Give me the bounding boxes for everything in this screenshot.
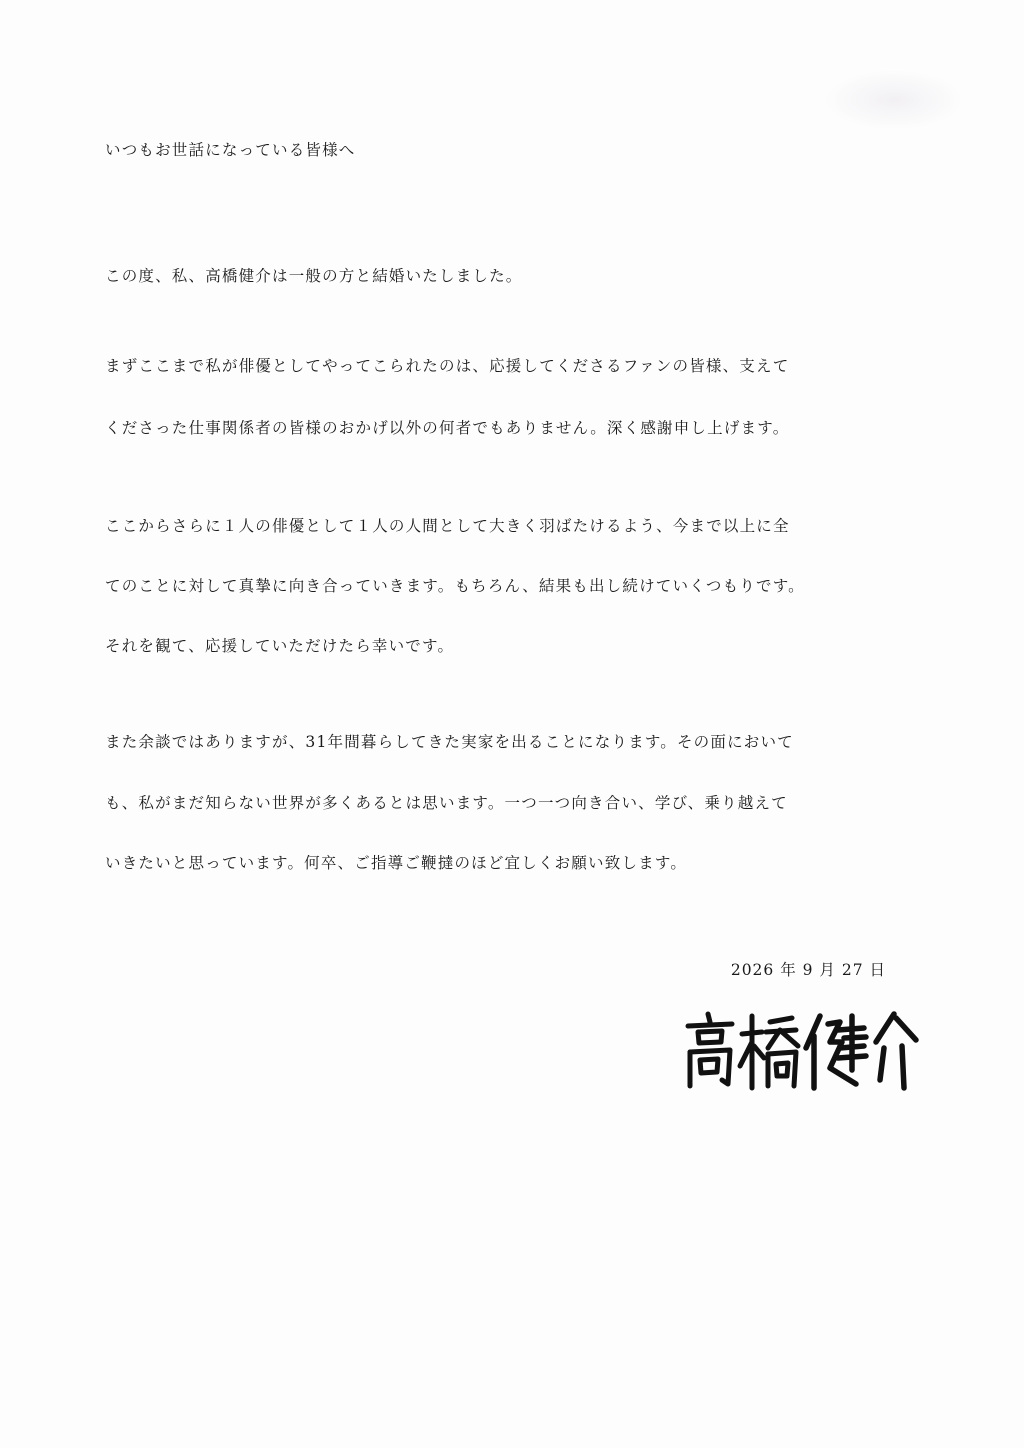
paragraph-3-line-3: それを観て、応援していただけたら幸いです。 <box>105 637 455 655</box>
handwritten-signature <box>680 1008 920 1092</box>
paragraph-4-line-1: また余談ではありますが、31年間暮らしてきた実家を出ることになります。その面において <box>105 733 794 751</box>
paragraph-2-line-2: くださった仕事関係者の皆様のおかげ以外の何者でもありません。深く感謝申し上げます。 <box>105 419 790 437</box>
paragraph-1-line-1: この度、私、高橋健介は一般の方と結婚いたしました。 <box>105 267 523 285</box>
paper-smudge <box>824 70 964 130</box>
paragraph-4-line-2: も、私がまだ知らない世界が多くあるとは思います。一つ一つ向き合い、学び、乗り越えて <box>105 794 788 812</box>
paragraph-2-line-1: まずここまで私が俳優としてやってこられたのは、応援してくださるファンの皆様、支えて <box>105 357 790 375</box>
paragraph-3-line-1: ここからさらに１人の俳優として１人の人間として大きく羽ばたけるよう、今まで以上に全 <box>105 517 790 535</box>
salutation: いつもお世話になっている皆様へ <box>105 141 356 159</box>
paragraph-4-line-3: いきたいと思っています。何卒、ご指導ご鞭撻のほど宜しくお願い致します。 <box>105 854 688 872</box>
paragraph-3-line-2: てのことに対して真摯に向き合っていきます。もちろん、結果も出し続けていくつもりです。 <box>105 577 805 595</box>
letter-date: 2026 年 9 月 27 日 <box>730 961 886 979</box>
